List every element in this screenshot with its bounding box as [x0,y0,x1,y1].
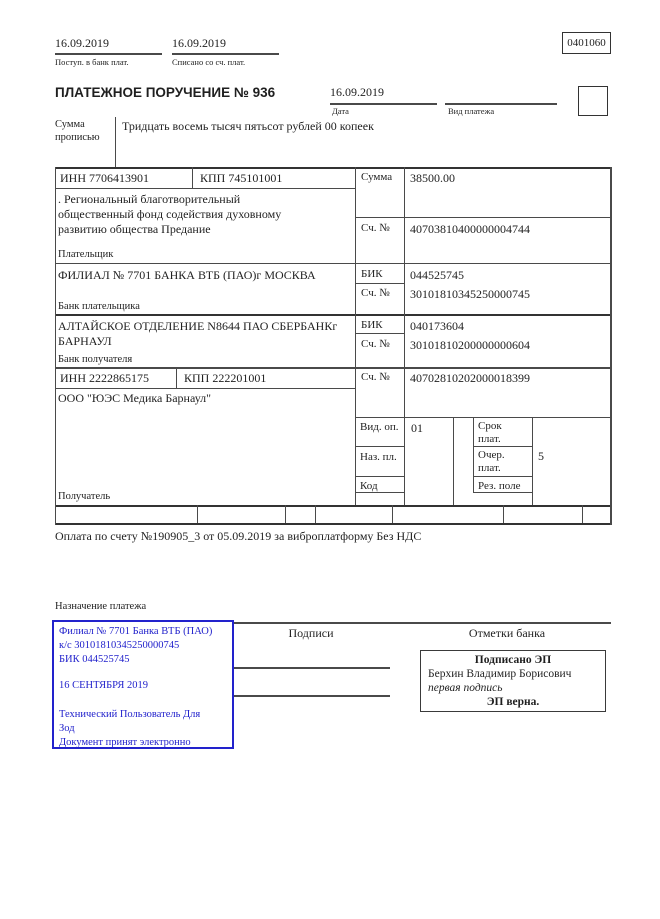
form-code-box: 0401060 [562,32,611,54]
naz-pl-label: Наз. пл. [360,451,397,463]
divider-line [453,417,454,505]
received-in-bank-label: Поступ. в банк плат. [55,57,129,67]
payee-bank-name-line2: БАРНАУЛ [58,334,112,348]
payee-section-label: Получатель [58,491,111,502]
payee-bank-account-label: Сч. № [361,338,390,350]
amount-words-label-2: прописью [55,132,100,143]
divider-line [355,283,405,284]
payer-account-label: Сч. № [361,222,390,234]
payee-name: ООО "ЮЭС Медика Барнаул" [58,391,212,405]
payer-bank-account-label: Сч. № [361,287,390,299]
payer-inn: ИНН 7706413901 [60,171,149,185]
payer-section-label: Плательщик [58,249,114,260]
signatures-title: Подписи [288,626,334,640]
payee-account: 40702810202000018399 [410,371,530,385]
divider-line [55,314,612,316]
divider-line [355,417,611,418]
signature-line [233,667,390,669]
divider-line [473,492,533,493]
stamp-user-line2: Зод [59,723,75,734]
divider-line [473,417,474,492]
payee-bank-account: 30101810200000000604 [410,338,530,352]
amount-words-label-1: Сумма [55,119,85,130]
payer-name-line3: развитию общества Предание [58,222,211,236]
divider-line [285,505,286,523]
sum-value: 38500.00 [410,171,455,185]
divider-line [392,505,393,523]
stamp-bank-name: Филиал № 7701 Банка ВТБ (ПАО) [59,626,213,637]
divider-line [197,505,198,523]
srok-plat-label: Срок плат. [478,420,502,445]
kod-label: Код [360,480,378,492]
divider-line [192,167,193,188]
divider-line [355,333,405,334]
ep-stamp-subtitle: первая подпись [428,682,503,694]
divider-line [355,446,405,447]
divider-line [55,188,355,189]
sum-label: Сумма [361,171,393,183]
payer-bank-section-label: Банк плательщика [58,301,140,312]
payee-bank-section-label: Банк получателя [58,354,133,365]
payee-bank-bik: 040173604 [410,319,464,333]
vid-op-value: 01 [411,421,423,435]
payer-name-line1: . Региональный благотворительный [58,192,241,206]
amount-in-words: Тридцать восемь тысяч пятьсот рублей 00 копеек [122,119,374,133]
payment-purpose-text: Оплата по счету №190905_3 от 05.09.2019 за виброплатформу Без НДС [55,529,422,543]
payer-account: 40703810400000004744 [410,222,530,236]
payment-purpose-label: Назначение платежа [55,601,147,612]
divider-line [330,103,437,105]
divider-line [355,167,356,505]
payer-bank-account: 30101810345250000745 [410,287,530,301]
divider-line [55,388,355,389]
divider-line [355,492,405,493]
payee-account-label: Сч. № [361,371,390,383]
payment-type-box [578,86,608,116]
electronic-signature-stamp [420,650,606,712]
divider-line [582,505,583,523]
payer-name-line2: общественный фонд содействия духовному [58,207,282,221]
ocher-plat-value: 5 [538,449,544,463]
divider-line [355,476,405,477]
divider-line [55,505,612,507]
payer-kpp: КПП 745101001 [200,171,283,185]
payer-bank-name: ФИЛИАЛ № 7701 БАНКА ВТБ (ПАО)г МОСКВА [58,268,316,282]
divider-line [55,167,56,525]
debited-from-account-label: Списано со сч. плат. [172,57,246,67]
divider-line [55,367,612,369]
divider-line [55,263,612,264]
signature-line [233,695,390,697]
divider-line [473,446,533,447]
rez-pole-label: Рез. поле [478,480,521,492]
bank-marks-title: Отметки банка [468,626,546,640]
payer-bank-bik-label: БИК [361,268,383,280]
bank-electronic-stamp [52,620,234,749]
divider-line [532,417,533,505]
payee-bank-bik-label: БИК [361,319,383,331]
divider-line [176,367,177,388]
stamp-corr-account: к/с 30101810345250000745 [59,640,180,651]
ocher-plat-label: Очер. плат. [478,449,505,474]
divider-line [55,523,612,525]
divider-line [55,167,612,169]
ep-stamp-title: Подписано ЭП [474,654,552,666]
divider-line [473,476,533,477]
payment-type-label: Вид платежа [448,106,495,116]
document-title: ПЛАТЕЖНОЕ ПОРУЧЕНИЕ № 936 [55,85,276,100]
divider-line [404,167,405,505]
payer-bank-bik: 044525745 [410,268,464,282]
received-in-bank-date: 16.09.2019 [55,36,109,50]
stamp-user-line1: Технический Пользователь Для [59,709,201,720]
payee-inn: ИНН 2222865175 [60,371,149,385]
ep-stamp-signer-name: Берхин Владимир Борисович [428,668,572,680]
vid-op-label: Вид. оп. [360,421,399,433]
payee-bank-name-line1: АЛТАЙСКОЕ ОТДЕЛЕНИЕ N8644 ПАО СБЕРБАНКг [58,319,338,333]
divider-line [445,103,557,105]
stamp-accepted-line: Документ принят электронно [59,737,191,748]
document-date: 16.09.2019 [330,85,384,99]
payee-kpp: КПП 222201001 [184,371,267,385]
stamp-date: 16 СЕНТЯБРЯ 2019 [59,680,148,691]
ep-stamp-footer: ЭП верна. [486,696,540,708]
debited-from-account-date: 16.09.2019 [172,36,226,50]
date-label: Дата [332,106,349,116]
divider-line [172,53,279,55]
divider-line [232,622,611,624]
stamp-bik: БИК 044525745 [59,654,130,665]
divider-line [610,167,612,525]
divider-line [315,505,316,523]
divider-line [115,117,116,167]
divider-line [355,217,611,218]
divider-line [503,505,504,523]
divider-line [55,53,162,55]
